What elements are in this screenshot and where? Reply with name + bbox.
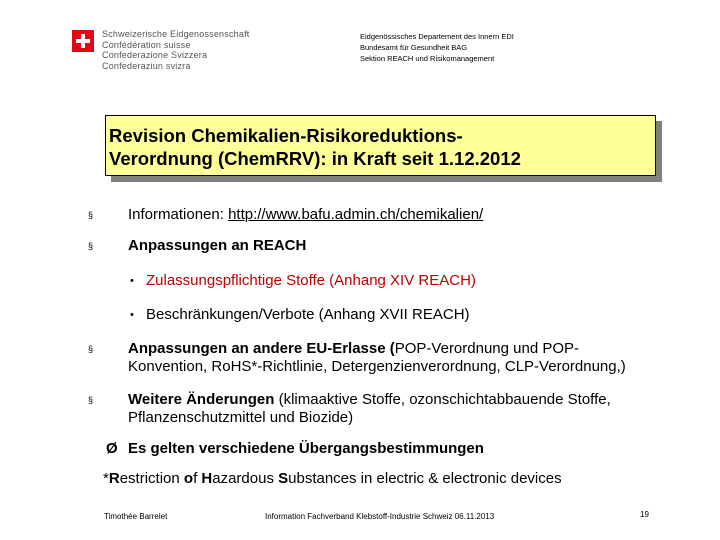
bullet-dot-icon: • bbox=[130, 309, 134, 321]
footnote-s: S bbox=[278, 470, 289, 487]
anpassungen-eu-rest: POP-Verordnung und POP- bbox=[394, 340, 580, 357]
slide-title-line-1: Revision Chemikalien-Risikoreduktions- bbox=[109, 125, 463, 146]
confederation-name-fr: Confédération suisse bbox=[102, 39, 191, 50]
footnote-h: H bbox=[201, 470, 213, 487]
footnote-r: R bbox=[108, 470, 120, 487]
section-line: Sektion REACH und Risikomanagement bbox=[360, 54, 495, 63]
footnote-star: * bbox=[103, 470, 109, 487]
footer-author: Timothée Barrelet bbox=[104, 512, 168, 521]
weitere-aenderungen-bold: Weitere Änderungen bbox=[128, 391, 275, 408]
bullet-anpassungen-eu-line-2: Konvention, RoHS*-Richtlinie, Detergenzienverordnung, CLP-Verordnung,) bbox=[128, 358, 626, 375]
bullet-square-icon: § bbox=[88, 395, 94, 405]
bullet-weitere-line-1 bbox=[128, 391, 611, 409]
footer-event: Information Fachverband Klebstoff-Industrie Schweiz 06.11.2013 bbox=[265, 512, 495, 521]
title-box bbox=[105, 115, 656, 176]
bullet-anpassungen-eu-line-1 bbox=[128, 340, 579, 358]
arrow-bullet-icon: Ø bbox=[106, 440, 118, 457]
bullet-square-icon: § bbox=[88, 344, 94, 354]
bullet-dot-icon: • bbox=[130, 275, 134, 287]
rohs-footnote bbox=[103, 470, 562, 488]
slide-title bbox=[109, 124, 521, 170]
page-number: 19 bbox=[640, 510, 649, 519]
bullet-anpassungen-reach: Anpassungen an REACH bbox=[128, 237, 307, 254]
bullet-informationen bbox=[128, 206, 483, 224]
informationen-label: Informationen bbox=[128, 206, 220, 223]
bullet-square-icon: § bbox=[88, 210, 94, 220]
footnote-t1: estriction bbox=[119, 470, 184, 487]
slide-title-line-2: Verordnung (ChemRRV): in Kraft seit 1.12.2012 bbox=[109, 148, 521, 169]
chemikalien-link[interactable]: http://www.bafu.admin.ch/chemikalien/ bbox=[228, 206, 484, 223]
footnote-t4: ubstances in electric & electronic devices bbox=[288, 470, 562, 487]
anpassungen-eu-bold: Anpassungen an andere EU-Erlasse ( bbox=[128, 340, 395, 357]
confederation-name-it: Confederazione Svizzera bbox=[102, 50, 208, 60]
office-line: Bundesamt für Gesundheit BAG bbox=[360, 43, 468, 52]
swiss-flag-logo bbox=[72, 30, 94, 52]
department-info bbox=[360, 31, 514, 64]
footnote-o: o bbox=[183, 470, 194, 487]
bullet-square-icon: § bbox=[88, 241, 94, 251]
sub-bullet-beschraenkungen: Beschränkungen/Verbote (Anhang XVII REACH) bbox=[146, 306, 470, 323]
confederation-name-de: Schweizerische Eidgenossenschaft bbox=[102, 29, 250, 39]
sub-bullet-zulassung: Zulassungspflichtige Stoffe (Anhang XIV REACH) bbox=[146, 272, 476, 289]
department-line: Eidgenössisches Departement des Innern EDI bbox=[360, 32, 514, 41]
informationen-separator: : bbox=[219, 206, 229, 223]
uebergangsbestimmungen: Es gelten verschiedene Übergangsbestimmungen bbox=[128, 440, 484, 457]
weitere-aenderungen-rest: (klimaaktive Stoffe, ozonschichtabbauende Stoffe, bbox=[274, 391, 611, 408]
bullet-weitere-line-2: Pflanzenschutzmittel und Biozide) bbox=[128, 409, 354, 426]
footnote-t2: f bbox=[193, 470, 202, 487]
confederation-name-rm: Confederaziun svizra bbox=[102, 60, 191, 71]
confederation-names bbox=[102, 29, 249, 71]
footnote-t3: azardous bbox=[212, 470, 279, 487]
